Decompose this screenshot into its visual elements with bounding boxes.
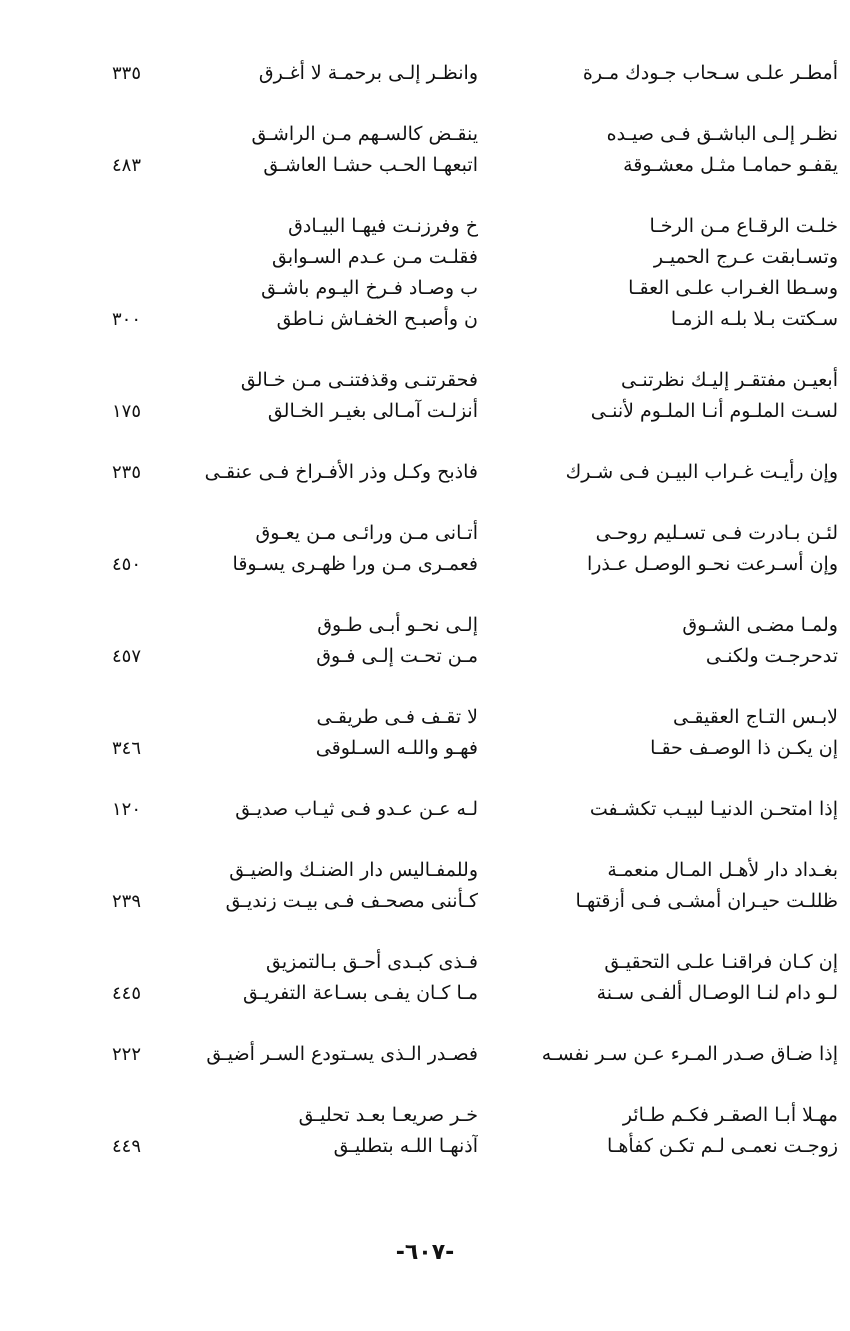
verse-reference-number: ٤٥٧ (112, 646, 142, 667)
verse-first-hemistich: لـو دام لنـا الوصـال ألفـى سـنة (596, 982, 838, 1004)
verse-line (0, 211, 850, 242)
verse-second-hemistich: فـذى كبـدى أحـق بـالتمزيق (265, 951, 478, 973)
verse-line (0, 457, 850, 488)
verse-first-hemistich: خلـت الرقـاع مـن الرخـا (649, 215, 838, 237)
verse-line (0, 58, 850, 89)
verse-first-hemistich: وإن أسـرعت نحـو الوصـل عـذرا (586, 553, 838, 575)
verse-second-hemistich: وانظـر إلـى برحمـة لا أغـرق (258, 62, 478, 84)
verse-second-hemistich: فهـو واللـه السـلوقى (315, 737, 478, 759)
verse-second-hemistich: خـر صريعـا بعـد تحليـق (298, 1104, 478, 1126)
verse-first-hemistich: إذا ضـاق صـدر المـرء عـن سـر نفسـه (541, 1043, 838, 1065)
verse-first-hemistich: زوجـت نعمـى لـم تكـن كفأهـا (607, 1135, 838, 1157)
verse-first-hemistich: ولمـا مضـى الشـوق (682, 614, 838, 636)
verse-second-hemistich: كـأننى مصحـف فـى بيـت زنديـق (225, 890, 478, 912)
verse-line (0, 518, 850, 549)
verse-line (0, 733, 850, 764)
verse-first-hemistich: أبعيـن مفتقـر إليـك نظرتنـى (621, 369, 838, 391)
poem-list (0, 58, 850, 1192)
verse-line (0, 1039, 850, 1070)
page-number: -٦٠٧- (395, 1240, 455, 1265)
verse-reference-number: ٢٢٢ (112, 1044, 142, 1065)
verse-line (0, 855, 850, 886)
verse-line (0, 978, 850, 1009)
verse-second-hemistich: فعمـرى مـن ورا ظهـرى يسـوقا (232, 553, 478, 575)
verse-first-hemistich: إن كـان فراقنـا علـى التحقيـق (604, 951, 838, 973)
verse-reference-number: ١٧٥ (112, 401, 142, 422)
verse-first-hemistich: وسـطا الغـراب علـى العقـا (628, 277, 838, 299)
verse-first-hemistich: ظللـت حيـران أمشـى فـى أزقتهـا (575, 890, 838, 912)
poem-stanza (0, 855, 850, 917)
verse-reference-number: ٢٣٩ (112, 891, 142, 912)
verse-second-hemistich: فاذبح وكـل وذر الأفـراخ فـى عنقـى (204, 461, 478, 483)
poem-stanza (0, 457, 850, 488)
verse-second-hemistich: ب وصـاد فـرخ اليـوم باشـق (261, 277, 478, 299)
poem-stanza (0, 1039, 850, 1070)
verse-second-hemistich: لا تقـف فـى طريقـى (316, 706, 478, 728)
verse-line (0, 641, 850, 672)
verse-line (0, 947, 850, 978)
poem-stanza (0, 1100, 850, 1162)
verse-first-hemistich: إن يكـن ذا الوصـف حقـا (650, 737, 838, 759)
verse-line (0, 549, 850, 580)
verse-first-hemistich: إذا امتحـن الدنيـا لبيـب تكشـفت (589, 798, 838, 820)
poem-stanza (0, 947, 850, 1009)
verse-second-hemistich: إلـى نحـو أبـى طـوق (317, 614, 478, 636)
poem-stanza (0, 702, 850, 764)
verse-second-hemistich: فحقرتنـى وقذفتنـى مـن خـالق (240, 369, 478, 391)
verse-second-hemistich: أتـانى مـن ورائـى مـن يعـوق (255, 522, 478, 544)
verse-line (0, 610, 850, 641)
verse-second-hemistich: فقلـت مـن عـدم السـوابق (272, 246, 478, 268)
verse-line (0, 150, 850, 181)
verse-line (0, 1100, 850, 1131)
verse-line (0, 886, 850, 917)
verse-second-hemistich: لـه عـن عـدو فـى ثيـاب صديـق (235, 798, 478, 820)
verse-line (0, 1131, 850, 1162)
verse-second-hemistich: فصـدر الـذى يسـتودع السـر أضيـق (206, 1043, 478, 1065)
verse-reference-number: ٣٠٠ (112, 309, 142, 330)
verse-second-hemistich: اتبعهـا الحـب حشـا العاشـق (263, 154, 478, 176)
poem-stanza (0, 794, 850, 825)
verse-second-hemistich: وللمفـاليس دار الضنـك والضيـق (229, 859, 478, 881)
verse-first-hemistich: نظـر إلـى الباشـق فـى صيـده (606, 123, 838, 145)
poem-stanza (0, 365, 850, 427)
verse-first-hemistich: مهـلا أبـا الصقـر فكـم طـائر (622, 1104, 838, 1126)
verse-second-hemistich: أنزلـت آمـالى بغيـر الخـالق (267, 400, 478, 422)
poem-stanza (0, 119, 850, 181)
verse-first-hemistich: يقفـو حمامـا مثـل معشـوقة (623, 154, 838, 176)
verse-reference-number: ٤٤٩ (112, 1136, 142, 1157)
verse-line (0, 273, 850, 304)
verse-line (0, 396, 850, 427)
verse-line (0, 242, 850, 273)
verse-reference-number: ٤٥٠ (112, 554, 142, 575)
poem-stanza (0, 518, 850, 580)
verse-first-hemistich: لسـت الملـوم أنـا الملـوم لأننـى (590, 400, 838, 422)
verse-first-hemistich: لئـن بـادرت فـى تسـليم روحـى (595, 522, 838, 544)
verse-line (0, 702, 850, 733)
verse-line (0, 304, 850, 335)
verse-second-hemistich: آذنهـا اللـه بتطليـق (333, 1135, 478, 1157)
verse-reference-number: ٣٣٥ (112, 63, 142, 84)
verse-first-hemistich: وتسـابقت عـرج الحميـر (653, 246, 838, 268)
verse-first-hemistich: أمطـر علـى سـحاب جـودك مـرة (582, 62, 838, 84)
poem-stanza (0, 610, 850, 672)
verse-second-hemistich: مـا كـان يفـى بسـاعة التفريـق (242, 982, 478, 1004)
verse-reference-number: ٣٤٦ (112, 738, 142, 759)
verse-first-hemistich: سـكتت بـلا بلـه الزمـا (670, 308, 838, 330)
verse-first-hemistich: لابـس التـاج العقيقـى (672, 706, 838, 728)
verse-second-hemistich: خ وفرزنـت فيهـا البيـادق (288, 215, 478, 237)
poem-stanza (0, 58, 850, 89)
verse-line (0, 365, 850, 396)
verse-line (0, 119, 850, 150)
verse-line (0, 794, 850, 825)
verse-first-hemistich: تدحرجـت ولكنـى (705, 645, 838, 667)
verse-second-hemistich: ن وأصبـح الخفـاش نـاطق (276, 308, 478, 330)
verse-first-hemistich: بغـداد دار لأهـل المـال منعمـة (607, 859, 838, 881)
poem-stanza (0, 211, 850, 335)
verse-reference-number: ٤٨٣ (112, 155, 142, 176)
verse-second-hemistich: مـن تحـت إلـى فـوق (316, 645, 478, 667)
verse-reference-number: ٤٤٥ (112, 983, 142, 1004)
verse-reference-number: ٢٣٥ (112, 462, 142, 483)
verse-reference-number: ١٢٠ (112, 799, 142, 820)
verse-second-hemistich: ينقـض كالسـهم مـن الراشـق (251, 123, 478, 145)
verse-first-hemistich: وإن رأيـت غـراب البيـن فـى شـرك (565, 461, 838, 483)
